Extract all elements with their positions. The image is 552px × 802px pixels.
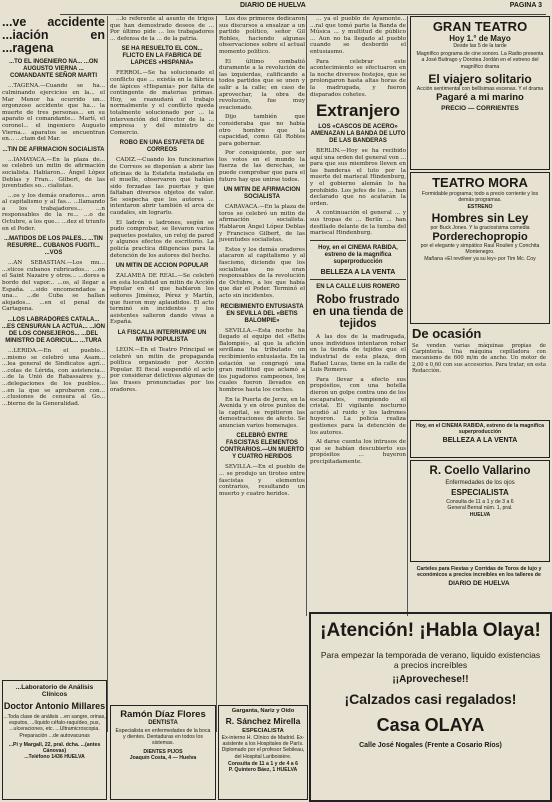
ad-sub: DIENTES PIJOS [143, 748, 183, 755]
cinema-notice: Hoy, en el CINEMA RABIDA, estreno de la magnífica superproducción [318, 244, 398, 265]
subheadline: ...LOS LABRADORES CATALA... ...ES CENSURAN LA ACTUA... ...ION DE LOS CONSEJEROS... ...DEL MINISTRO DE AGRICUL... ...TURA [2, 317, 105, 344]
ad-shop-name: Casa OLAYA [376, 715, 485, 735]
column-1 [2, 16, 105, 696]
section-title-extranjero: Extranjero [315, 101, 401, 121]
olaya-advertisement [309, 612, 552, 802]
ad-contact [219, 767, 307, 773]
divider [310, 279, 406, 280]
printing-notice [410, 564, 548, 608]
ad-address: Joaquín Costa, 4 [129, 754, 172, 761]
article-text: A continuación el general ... y sus tropas de ... Berlín ... han desfilado delante de la tumba del mariscal Hindenburg. [310, 210, 406, 237]
subheadline: RECIBIMIENTO ENTUSIASTA EN SEVILLA DEL «BETIS BALOMPIE» [220, 303, 304, 324]
gran-teatro-advertisement [410, 16, 550, 170]
ad-city: Huelva [179, 754, 197, 761]
article-text: ...AN SEBASTIAN.—Los mu... ...sticos cubanos rubricados... ...on el Saint Nazaire y otros... ...dores a bordo del vapor... ...os, al llegar a España. ...sido encomendados a una... ...de Cuba se hallan alojados... ...en el penal de Cartagena. [2, 260, 105, 313]
column-rule [107, 16, 108, 732]
ad-text: Enfermedades de los ojos [445, 480, 515, 486]
article-text: Para celebrar este acontecimiento se efectuaron en la noche diversos festejos, que se prolongaron hasta altas horas de la madrugada, y fueron disparados cohetes. [310, 58, 406, 98]
subheadline: ...MATIDOS DE LOS PALES... ...TIN RESURRE... CUBANOS FUGITI... ...VOS [4, 236, 103, 257]
ad-city: HUELVA [64, 754, 85, 761]
subheadline: LOS «CASCOS DE ACERO» AMENAZAN LA BANDA DE LUTO DE LAS BANDERAS [310, 123, 406, 144]
article-text: Estos y los demás oradores atacaron al capitalismo y al fascismo, diciendo que los socialistas no eran responsables de la revolución de Octubre, a los que había que dar el Poder. Terminó el acto sin incidentes. [219, 246, 305, 299]
ad-phone: ...Teléfono 1436 [24, 754, 63, 761]
ad-name: Ramón Díaz Flores [120, 709, 206, 720]
column-rule [306, 16, 307, 616]
dentist-advertisement [110, 705, 216, 800]
ad-title: DENTISTA [148, 720, 178, 726]
sale-notice [410, 326, 548, 416]
subheadline: LA FISCALIA INTERRUMPE UN MITIN POPULISTA [117, 329, 207, 343]
ad-date: Hoy 1.° de Mayo [449, 34, 511, 43]
ad-hours: Consulta de 11 a 1 y de 4 a 6 [227, 760, 299, 767]
ad-film: Hombres sin Ley [431, 210, 529, 225]
ad-text: Se venden varias máquinas propias de Carpintería. Una máquina cepilladora con mecanismo de 600 m/m de ancho. Un motor de 2,00 x 0,60 con sus accesorios. Para tratar, en esta Redacción. [412, 343, 546, 374]
article-text: Los dos primeros dedicaron sus discursos a ensalzar a un partido político, señor Gil Robles, haciendo algunas observaciones sobre el actual momento político. [219, 16, 305, 55]
ad-tomorrow: Mañana «El revólver ya su ley» por Tim Mc. Coy [424, 256, 536, 263]
article-text: ...TAGENA.—Cuando se ha... culminando ejercicios en la... el Mar Menor ha ocurrido un... ergonzoso accidente que ha... la muerte de tres personas... en su aparato el comandante... Martí, el coronel... el ingeniero Augusto Vierna... aparatos se encuentran en... ...ctam del Mar. [2, 83, 105, 143]
article-text: A las dos de la madrugada, unos individuos intentaron robar en la tienda de tejidos que el industrial de esta plaza, don Rafael Lucas, tiene en la calle de Luis Romero. [310, 334, 406, 374]
ad-film: El viajero solitario [428, 71, 532, 86]
ent-specialist-advertisement [218, 705, 308, 800]
ad-callout: ¡¡Aprovechese!! [392, 674, 469, 685]
article-text: Al darse cuenta los intrusos de que se habían descubierto sus propósitos ... huyeron precipitadamente. [310, 439, 406, 465]
ad-headline: ¡Atención! ¡Habla Olaya! [320, 620, 541, 641]
ad-title: BELLEZA A LA VENTA [442, 437, 518, 445]
ad-cast: por Buck Jones. Y la graciosísima comedia [430, 224, 530, 231]
ad-label: ESTRENO [467, 204, 493, 211]
article-text: ...LERIDA.—En el pueblo... ...mismo se celebró una Asam... ...lea general de Sindicatos agrí... ...colas de Lérida, con asistencia... ...de la Unió de Rabassaires y... ...delegaciones de los pueblos... ...en la que se aprobaron con... ...clusiones de censura al Go... ...bierno de la Generalidad. [2, 348, 105, 407]
article-text: ...os y los demás oradores... aron al capitalismo y al fas... ...llamando a los trabajadores... ...n responsables de la re... ...o de Octubre, a los que... ...dez el triunfo en el Poder. [2, 192, 105, 232]
article-text: BERLIN.—Hoy se ha recibido aquí una orden del general von ... para que sus miembros lleven en las banderas el luto por la muerte del mariscal Hindenburg, y el gobierno alemán lo ha prohibido. Los jefes de los ... han declarado que no acatarán la orden. [310, 147, 406, 207]
article-text: ...lo referente al asunto de trigos que han demostrado deseos de ... Por último pide ... los trabajadores ... defensa de la ... de la patria. [110, 16, 214, 42]
article-text: Dijo también que consideraba que no había otro hombre que la capacidad, como Gil Robles para gobernar. [219, 114, 305, 147]
ad-contact: Joaquín Costa, 4 — Huelva [129, 754, 197, 761]
ad-text: ...Toda clase de análisis ...en sangre, orinas, esputos, ...líquido céfalo-raquídeo, pus, ...ulceraciones, etc. ...Ultramicroscopia. Preparación ...de autovacunas [3, 714, 106, 739]
article-text: En la Puerta de Jerez, en la Avenida y en otros puntos de la capital, se repitieron las demostraciones de afecto. Se anuncian varios homenajes. [219, 396, 305, 429]
column-rule [407, 16, 408, 616]
subheadline: CELEBRÓ ENTRE FASCISTAS ELEMENTOS CONTRARIOS.—UN MUERTO Y CUATRO HERIDOS [219, 433, 305, 461]
ad-hours: Consulta de 11 a 1 y de 3 a 6 [446, 499, 514, 506]
column-rule [216, 16, 217, 732]
article-text: ... ya el pueblo de Ayamonte... ...ral que tomó parte la Banda de Música ... y multitud de público ... Aun no ha llegado al pueblo cuando se desbordó el entusiasmo. [310, 16, 406, 55]
ad-film-2: Porderechopropio [432, 230, 528, 243]
subheadline: SE HA RESUELTO EL CON... FLICTO EN LA FABRICA DE LAPICES «HISPANIA» [121, 46, 203, 67]
page-number: PAGINA 3 [509, 2, 542, 9]
ad-text: Formidable programa; todo a precio corriente y los demás programas. [421, 191, 539, 204]
subheadline: ROBO EN UNA ESTAFETA DE CORREOS [119, 140, 205, 154]
article-text: FERROL.—Se ha solucionado el conflicto que ... existía en la fábrica de lápices «Hispania» por falta de contingente de materias primas. Hoy, se reanudará el trabajo normalmente y el conflicto queda totalmente solucionado por ... la intervención del director de la ... empresa y del ministro de Comercio. [110, 70, 214, 136]
article-text: SEVILLA.—Esta noche ha llegado el equipo del «Betis Balompié», al que la afición sevillana ha tributado un recibimiento entusiasta. En la estación se congregó una gran multitud que aclamó a los jugadores campeones, los cuales fueron llevados en hombros hasta los coches. [219, 327, 305, 393]
subheadline: ...TIN DE AFIRMACION SOCIALISTA [2, 146, 105, 153]
article-text: ...IAMAYACA.—En la plaza de... se celebró un mitin de afirmación socialista. Hablaron... Ángel López Deblas y Fran... Gilbert, de las juventudes so... cialistas. [2, 156, 105, 190]
ad-text: Hoy, en el CINEMA RABIDA, estreno de la magnífica superproducción [416, 423, 544, 436]
article-text: El último combatió duramente a la revolución de las izquierdas, calificando a todos partidos que se unen y salir a la calle; en caso de aprovechar, la obra de revolución, fue muy ovacionado. [219, 58, 305, 111]
ad-address: General Bernal núm. 1, pral. [447, 505, 513, 512]
ad-head: Garganta, Nariz y Oído [231, 708, 295, 714]
headline-robbery: Robo frustrado en una tienda de tejidos [312, 294, 404, 331]
column-2 [110, 16, 214, 706]
ad-title: GRAN TEATRO [432, 19, 528, 34]
article-text: CADIZ.—Cuando los funcionarios de Correos se disponían a abrir las oficinas de la Estafeta instalada en el muelle, observaron que habían sido forzadas las puertas y que faltaban diversos objetos de valor. Se sospecha que los autores ... intentaron abrir también el arca de caudales, sin lograrlo. [110, 157, 214, 217]
ad-prices: PRECIO — CORRIENTES [441, 105, 519, 113]
article-text: LEON.—En el Teatro Principal se celebró un mitin de propaganda política organizado por Acción Popular. El fiscal suspendió el acto por considerar delictivas algunas de las frases pronunciadas por los oradores. [110, 346, 214, 393]
ad-city: HUELVA [276, 767, 298, 774]
cinema-advertisement [410, 420, 550, 458]
ad-name: R. Sánchez Mirella [225, 716, 301, 726]
ad-title: TEATRO MORA [432, 175, 528, 190]
ad-name: Doctor Antonio Millares [3, 701, 106, 711]
ad-time: Desde las 5 de la tarde [453, 43, 507, 49]
ad-text: Para empezar la temporada de verano, liquido existencias a precios increíbles [320, 650, 541, 670]
article-text: CARAVACA.—En la plaza de toros se celebró un mitin de afirmación socialista. Hablaron Ángel López Deblas y Francisco Gilbert, de las juventudes socialistas. [219, 204, 305, 244]
ad-text: Magnífico programa de cine sonoro. La Radio presenta a José Buitrago y Dorotea Jordán en el estreno del magnífico drama [416, 51, 544, 70]
subheadline: UN MITIN DE AFIRMACION SOCIALISTA [223, 187, 301, 201]
ad-text: Carteles para Fiestas y Corridas de Toros de lujo y económicos a precios increíbles en los talleres de [416, 566, 542, 579]
column-4 [310, 16, 406, 616]
ad-cast-2: por el elegante y simpático Raul Roulien y Conchita Montenegro. [420, 242, 540, 256]
ad-contact [3, 754, 106, 760]
subheadline: EN LA CALLE LUIS ROMERO [316, 284, 400, 291]
newspaper-name: DIARIO DE HUELVA [240, 2, 306, 9]
article-text: Por consiguiente, por ser los votos en el mundo la fuerza de las derechas, se puede comprobar que para el futuro hay que unirse todos. [219, 150, 305, 183]
ad-slogan: ¡Calzados casi regalados! [344, 691, 517, 707]
subheadline: UN MITIN DE ACCION POPULAR [115, 263, 209, 270]
article-text: SEVILLA.—En el pueblo de ... se produjo un tiroteo entre fascistas y elementos contrarios, resultando un muerto y cuatro heridos. [219, 464, 305, 497]
ad-film-2: Pagaré a mi marino [436, 92, 524, 104]
column-3 [219, 16, 305, 616]
page-header [60, 2, 546, 15]
subheadline: ...TO EL INGENIERO NA... ...ON AUGUSTO VIERNA ... COMANDANTE SEÑOR MARTI [9, 59, 98, 80]
teatro-mora-advertisement [410, 172, 550, 324]
ad-address: P. Quintero Báez, 1 [228, 767, 276, 774]
article-text: El ladrón o ladrones, según se pudo comprobar, se llevaron varios paquetes postales, un reloj de pared y algunos efectos de escritorio. La policía practica diligencias para la detención de los autores del hecho. [110, 219, 214, 259]
article-text: ZALAMEA DE REAL.—Se celebró en esta localidad un mitin de Acción Popular en el que hablaron los señores Jiménez, Pérez y Martín, que fueron muy aplaudidos. El acto terminó sin incidentes y los asistentes salieron dando vivas a España. [110, 273, 214, 326]
divider [310, 240, 406, 241]
ad-text: Especialista en enfermedades de la boca y dientes. Dentaduras en todos los sistemas. [115, 728, 211, 747]
ad-name: R. Coello Vallarino [429, 465, 531, 477]
lab-advertisement [2, 680, 107, 800]
ad-city: HUELVA [469, 511, 491, 518]
article-text: Para llevar a efecto sus propósitos, con una botella dieron un golpe contra uno de los escaparates, rompiendo el cristal. El vigilante nocturno acudió al ruido y los ladrones huyeron. La policía realiza gestiones para la detención de los autores. [310, 376, 406, 436]
ad-title: De ocasión [412, 326, 482, 341]
ophthalmologist-advertisement [410, 460, 550, 562]
ad-address: ...Pi y Margall, 22, pral. dcha. ...(antes Cánovas) [8, 741, 101, 755]
ad-title: ESPECIALISTA [242, 728, 284, 734]
cinema-film: BELLEZA A LA VENTA [320, 268, 396, 276]
ad-title: ...Laboratorio de Análisis Clínicos [15, 684, 94, 698]
ad-text: Ex-interno H. Clínico de Madrid. Ex-asistente a los Hospitales de París. Diplomado por el profesor Sebileau, del Hospital Lariboisière. [221, 735, 305, 760]
headline-accident: ...ve accidente ...iación en ...ragena [2, 16, 105, 56]
ad-title: DIARIO DE HUELVA [448, 580, 510, 588]
ad-text-2: Acción sentimental con bellísimas escenas. Y el drama [416, 85, 544, 92]
ad-title: ESPECIALISTA [451, 488, 509, 498]
ad-address: Calle José Nogales (Frente a Cosario Ríos) [359, 742, 502, 749]
